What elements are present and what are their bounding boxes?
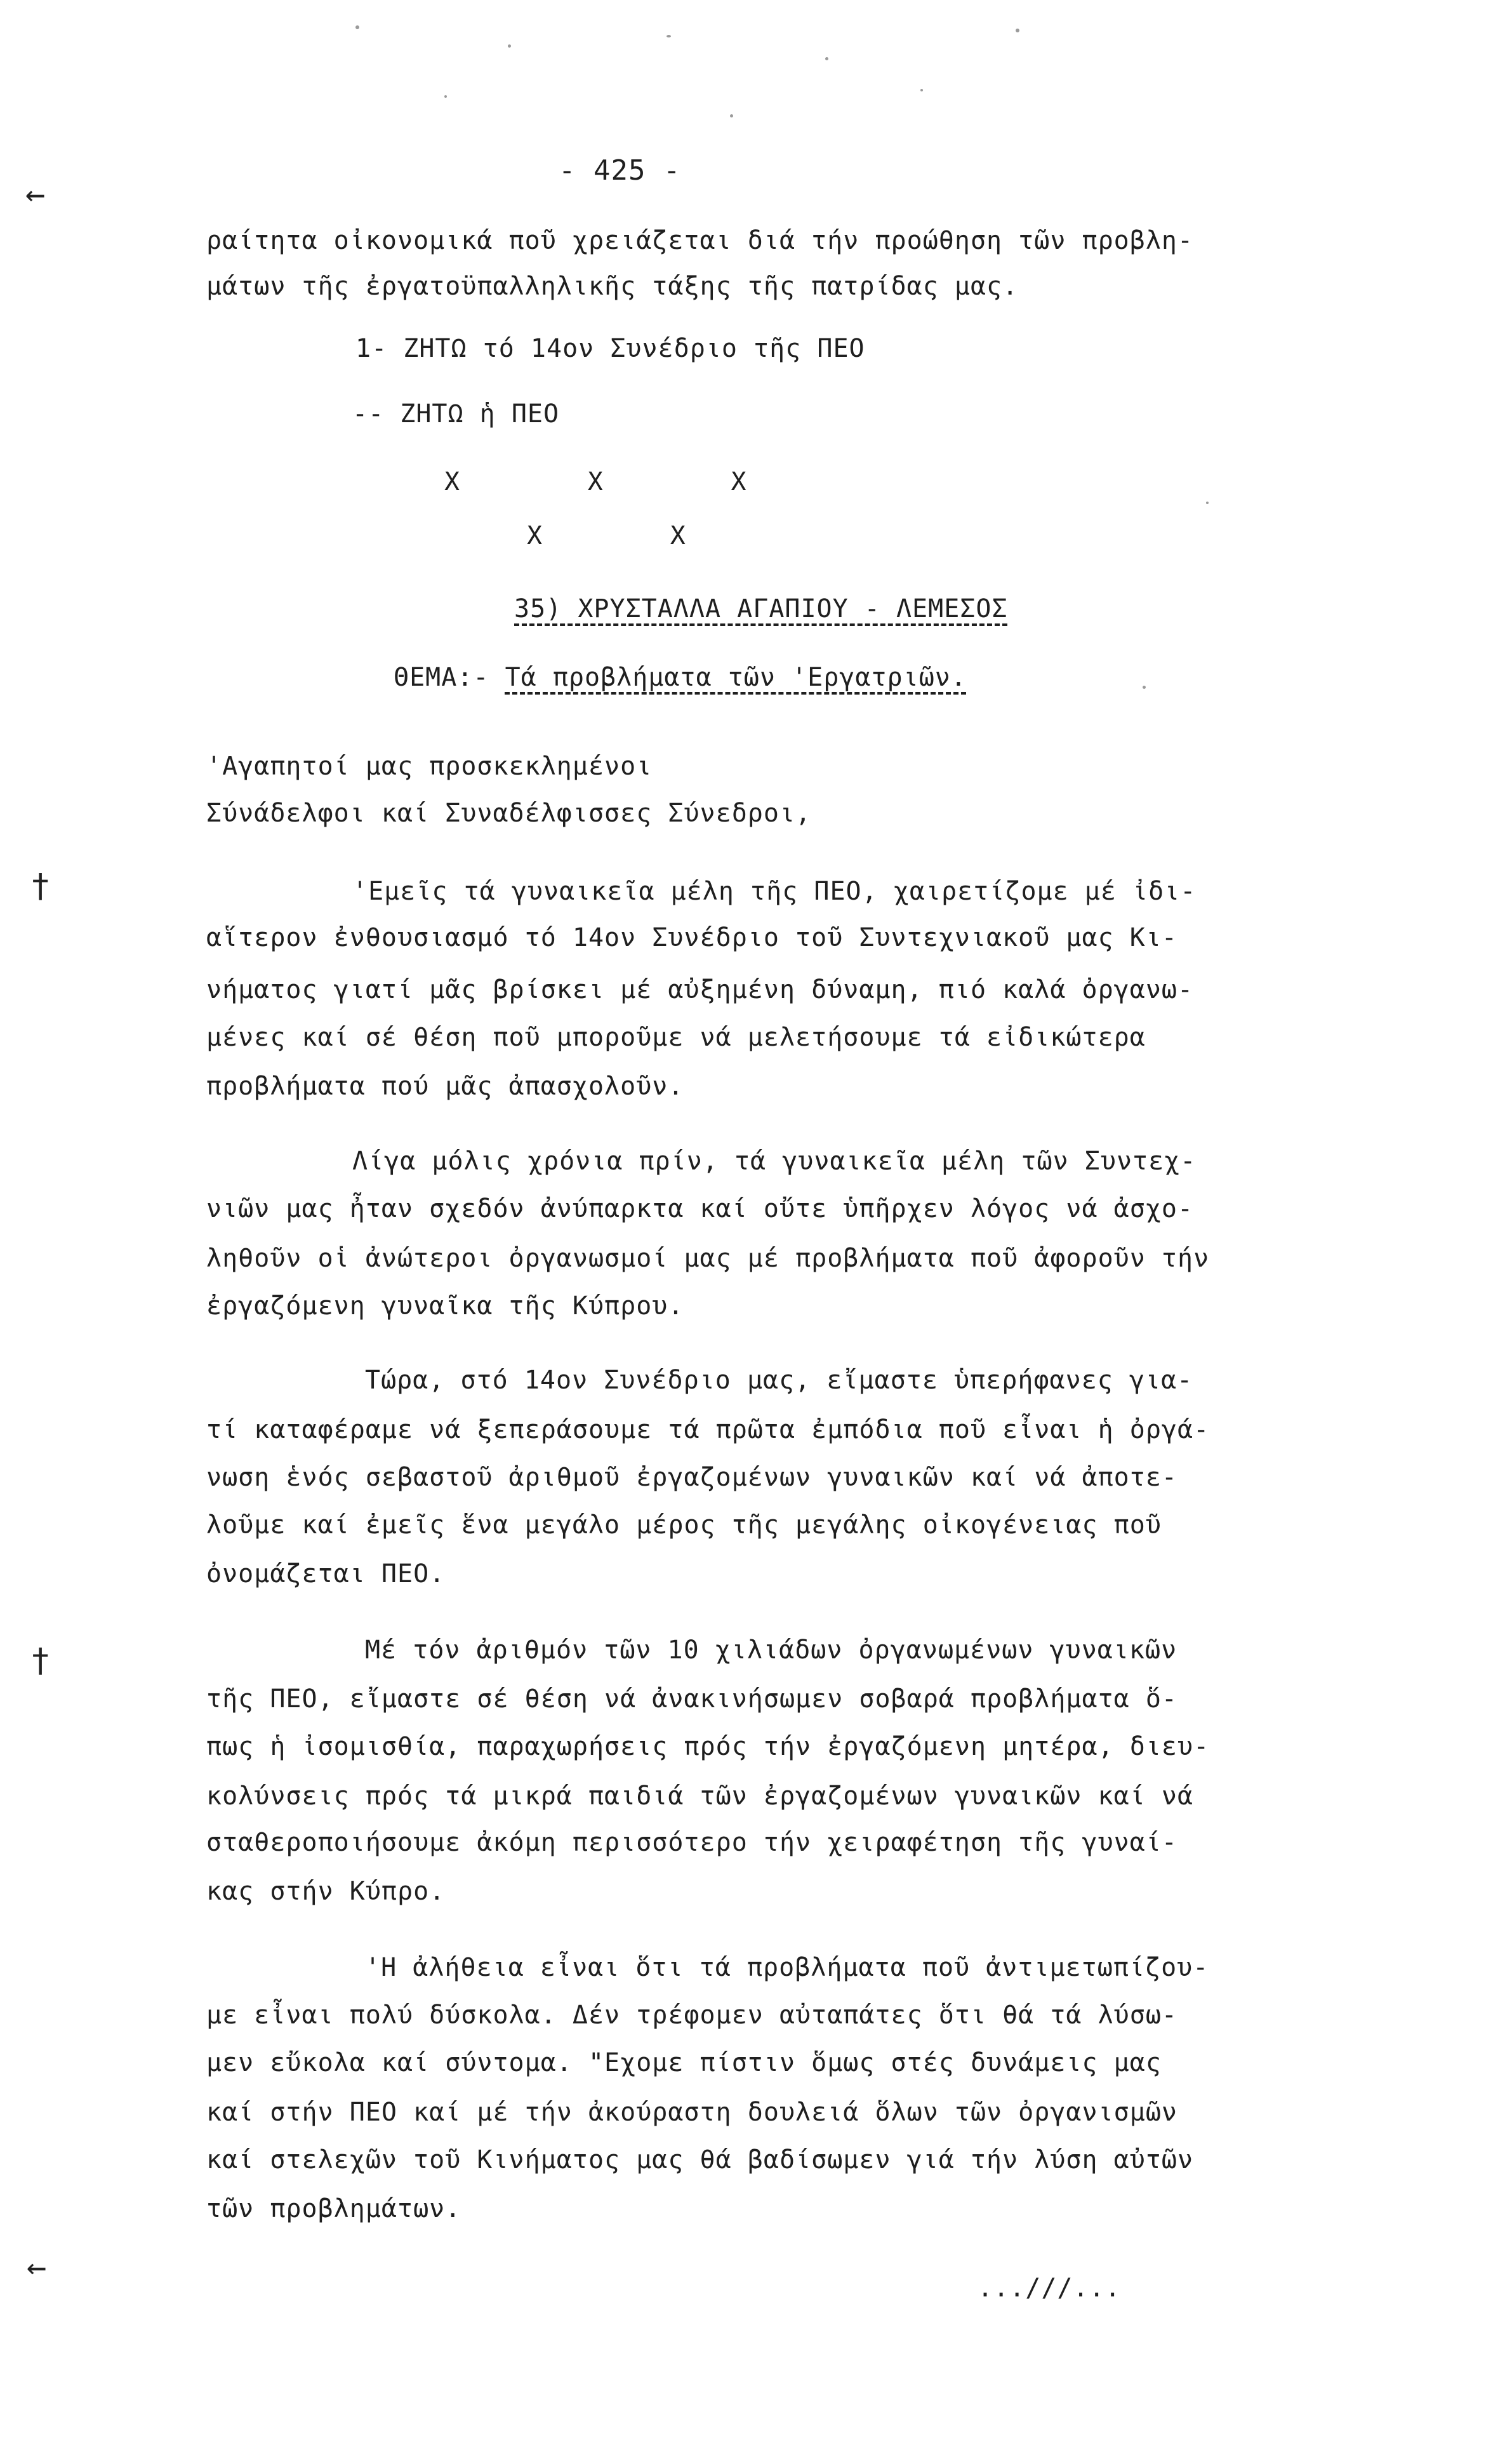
text-line: μένες καί σέ θέση ποῦ μποροῦμε νά μελετήσουμε τά εἰδικώτερα bbox=[206, 1023, 1146, 1052]
text-line: λοῦμε καί ἐμεῖς ἕνα μεγάλο μέρος τῆς μεγάλης οἰκογένειας ποῦ bbox=[206, 1510, 1162, 1540]
text-line: 'Εμεῖς τά γυναικεῖα μέλη τῆς ΠΕΟ, χαιρετίζομε μέ ἰδι- bbox=[352, 877, 1197, 906]
text-line: τῆς ΠΕΟ, εἴμαστε σέ θέση νά ἀνακινήσωμεν σοβαρά προβλήματα ὅ- bbox=[206, 1684, 1178, 1714]
binder-mark-icon: † bbox=[30, 867, 51, 905]
scan-speckle bbox=[508, 44, 511, 48]
text-line: τῶν προβλημάτων. bbox=[206, 2194, 461, 2223]
separator-marks: Χ Χ Χ bbox=[444, 467, 747, 496]
theme-title: Τά προβλήματα τῶν 'Εργατριῶν. bbox=[505, 663, 967, 692]
page-number: - 425 - bbox=[559, 154, 681, 187]
text-line: αἵτερον ἐνθουσιασμό τό 14ον Συνέδριο τοῦ Συντεχνιακοῦ μας Κι- bbox=[206, 923, 1178, 952]
text-line: προβλήματα πού μᾶς ἀπασχολοῦν. bbox=[206, 1072, 684, 1101]
text-line: νωση ἑνός σεβαστοῦ ἀριθμοῦ ἐργαζομένων γυναικῶν καί νά ἀποτε- bbox=[206, 1463, 1178, 1492]
text-line: καί στελεχῶν τοῦ Κινήματος μας θά βαδίσωμεν γιά τήν λύση αὐτῶν bbox=[206, 2145, 1194, 2175]
theme-line bbox=[394, 662, 967, 693]
text-line: ὀνομάζεται ΠΕΟ. bbox=[206, 1559, 446, 1589]
slogan-line: -- ΖΗΤΩ ἡ ΠΕΟ bbox=[352, 399, 560, 429]
greeting-line: Σύνάδελφοι καί Συναδέλφισσες Σύνεδροι, bbox=[206, 799, 812, 828]
section-heading: 35) ΧΡΥΣΤΑΛΛΑ ΑΓΑΠΙΟΥ - ΛΕΜΕΣΟΣ bbox=[514, 594, 1008, 623]
text-line: ληθοῦν οἱ ἀνώτεροι ὀργανωσμοί μας μέ προβλήματα ποῦ ἀφοροῦν τήν bbox=[206, 1244, 1210, 1273]
text-line: νήματος γιατί μᾶς βρίσκει μέ αὐξημένη δύναμη, πιό καλά ὀργανω- bbox=[206, 975, 1194, 1004]
scan-speckle bbox=[355, 25, 359, 29]
scan-speckle bbox=[666, 35, 671, 37]
scan-speckle bbox=[444, 95, 447, 98]
binder-mark-icon: ← bbox=[27, 2248, 47, 2286]
text-line: Λίγα μόλις χρόνια πρίν, τά γυναικεῖα μέλη τῶν Συντεχ- bbox=[352, 1147, 1197, 1176]
binder-mark-icon: ← bbox=[25, 175, 46, 213]
text-line: τί καταφέραμε νά ξεπεράσουμε τά πρῶτα ἐμπόδια ποῦ εἶναι ἡ ὀργά- bbox=[206, 1415, 1210, 1444]
scan-speckle bbox=[1206, 502, 1209, 504]
scan-speckle bbox=[730, 114, 733, 117]
scan-speckle bbox=[1016, 29, 1019, 32]
continuation-mark: ...///... bbox=[978, 2274, 1121, 2303]
text-line: μάτων τῆς ἐργατοϋπαλληλικῆς τάξης τῆς πατρίδας μας. bbox=[206, 272, 1019, 301]
slogan-line: 1- ΖΗΤΩ τό 14ον Συνέδριο τῆς ΠΕΟ bbox=[355, 334, 865, 363]
text-line: καί στήν ΠΕΟ καί μέ τήν ἀκούραστη δουλειά ὅλων τῶν ὀργανισμῶν bbox=[206, 2098, 1178, 2127]
scan-speckle bbox=[920, 89, 923, 91]
text-line: κας στήν Κύπρο. bbox=[206, 1877, 446, 1906]
text-line: σταθεροποιήσουμε ἀκόμη περισσότερο τήν χειραφέτηση τῆς γυναί- bbox=[206, 1828, 1178, 1857]
text-line: ραίτητα οἰκονομικά ποῦ χρειάζεται διά τήν προώθηση τῶν προβλη- bbox=[206, 226, 1194, 255]
text-line: Μέ τόν ἀριθμόν τῶν 10 χιλιάδων ὀργανωμένων γυναικῶν bbox=[365, 1636, 1177, 1665]
separator-marks: Χ Χ bbox=[527, 521, 686, 550]
text-line: με εἶναι πολύ δύσκολα. Δέν τρέφομεν αὐταπάτες ὅτι θά τά λύσω- bbox=[206, 2001, 1178, 2030]
scan-speckle bbox=[1143, 686, 1146, 689]
theme-label: ΘΕΜΑ:- bbox=[394, 663, 505, 692]
scan-speckle bbox=[825, 57, 828, 60]
binder-mark-icon: † bbox=[30, 1642, 51, 1680]
text-line: κολύνσεις πρός τά μικρά παιδιά τῶν ἐργαζομένων γυναικῶν καί νά bbox=[206, 1782, 1194, 1811]
text-line: Τώρα, στό 14ον Συνέδριο μας, εἴμαστε ὑπερήφανες για- bbox=[365, 1366, 1193, 1395]
text-line: ἐργαζόμενη γυναῖκα τῆς Κύπρου. bbox=[206, 1291, 684, 1321]
text-line: πως ἡ ἰσομισθία, παραχωρήσεις πρός τήν ἐργαζόμενη μητέρα, διευ- bbox=[206, 1732, 1210, 1761]
text-line: μεν εὔκολα καί σύντομα. "Εχομε πίστιν ὅμως στές δυνάμεις μας bbox=[206, 2048, 1162, 2077]
text-line: νιῶν μας ἦταν σχεδόν ἀνύπαρκτα καί οὔτε ὑπῆρχεν λόγος νά ἀσχο- bbox=[206, 1194, 1194, 1223]
text-line: 'Η ἀλήθεια εἶναι ὅτι τά προβλήματα ποῦ ἀντιμετωπίζου- bbox=[365, 1953, 1209, 1982]
greeting-line: 'Αγαπητοί μας προσκεκλημένοι bbox=[206, 752, 653, 781]
